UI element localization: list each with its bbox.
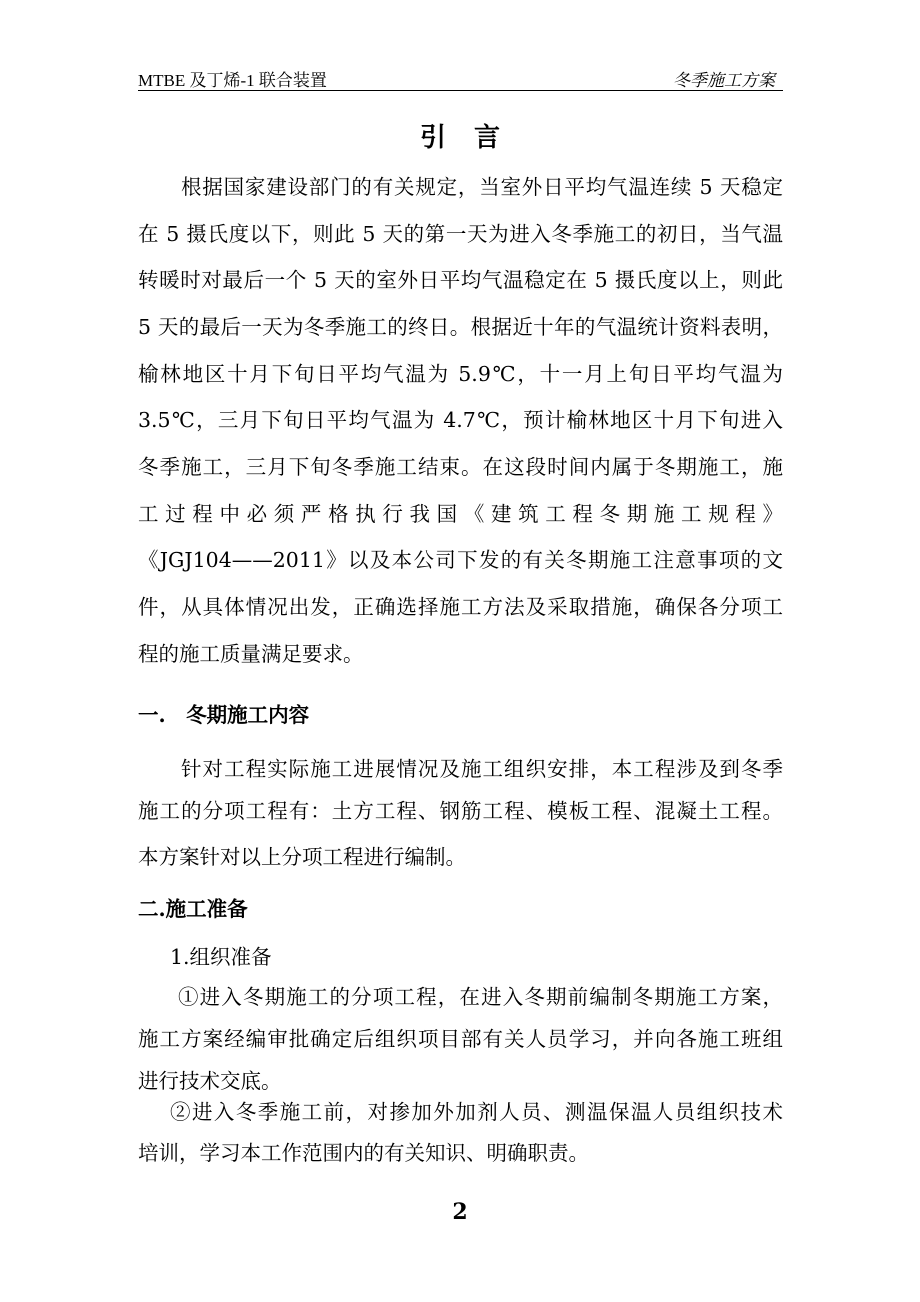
- paragraph-line: 根据国家建设部门的有关规定，当室外日平均气温连续 5 天稳定: [181, 175, 783, 199]
- paragraph-line: 冬季施工，三月下旬冬季施工结束。在这段时间内属于冬期施工，施: [138, 455, 783, 479]
- paragraph-line: 施工方案经编审批确定后组织项目部有关人员学习，并向各施工班组: [138, 1027, 783, 1051]
- page-header: [138, 62, 783, 91]
- paragraph-line: 转暖时对最后一个 5 天的室外日平均气温稳定在 5 摄氏度以上，则此: [138, 268, 783, 292]
- paragraph-line: 本方案针对以上分项工程进行编制。: [138, 845, 466, 869]
- paragraph-line: 在 5 摄氏度以下，则此 5 天的第一天为进入冬季施工的初日，当气温: [138, 222, 783, 246]
- section-title: 引言: [419, 123, 528, 153]
- paragraph-line: 5 天的最后一天为冬季施工的终日。根据近十年的气温统计资料表明，: [138, 315, 783, 339]
- paragraph-line: 件，从具体情况出发，正确选择施工方法及采取措施，确保各分项工: [138, 595, 783, 619]
- section-heading: 一. 冬期施工内容: [138, 703, 310, 727]
- paragraph-line: ②进入冬季施工前，对掺加外加剂人员、测温保温人员组织技术: [170, 1100, 783, 1124]
- paragraph-line: 施工的分项工程有：土方工程、钢筋工程、模板工程、混凝土工程。: [138, 799, 783, 823]
- paragraph-line: ①进入冬期施工的分项工程，在进入冬期前编制冬期施工方案，: [178, 985, 783, 1009]
- section-heading: 二.施工准备: [138, 897, 248, 921]
- paragraph-line: 进行技术交底。: [138, 1069, 282, 1093]
- paragraph-line: 针对工程实际施工进展情况及施工组织安排，本工程涉及到冬季: [181, 757, 783, 781]
- subsection-heading: 1.组织准备: [170, 945, 272, 969]
- header-document-title: 冬季施工方案: [673, 71, 775, 90]
- paragraph-line: 《JGJ104——2011》以及本公司下发的有关冬期施工注意事项的文: [138, 548, 783, 572]
- page-number: 2: [452, 1199, 468, 1225]
- paragraph-line: 程的施工质量满足要求。: [138, 642, 364, 666]
- paragraph-line: 3.5℃，三月下旬日平均气温为 4.7℃，预计榆林地区十月下旬进入: [138, 408, 783, 432]
- paragraph-line: 培训，学习本工作范围内的有关知识、明确职责。: [138, 1141, 589, 1165]
- paragraph-line: 工过程中必须严格执行我国《建筑工程冬期施工规程》: [138, 502, 783, 526]
- paragraph-line: 榆林地区十月下旬日平均气温为 5.9℃，十一月上旬日平均气温为: [138, 362, 783, 386]
- header-project-name: MTBE 及丁烯-1 联合装置: [138, 71, 327, 90]
